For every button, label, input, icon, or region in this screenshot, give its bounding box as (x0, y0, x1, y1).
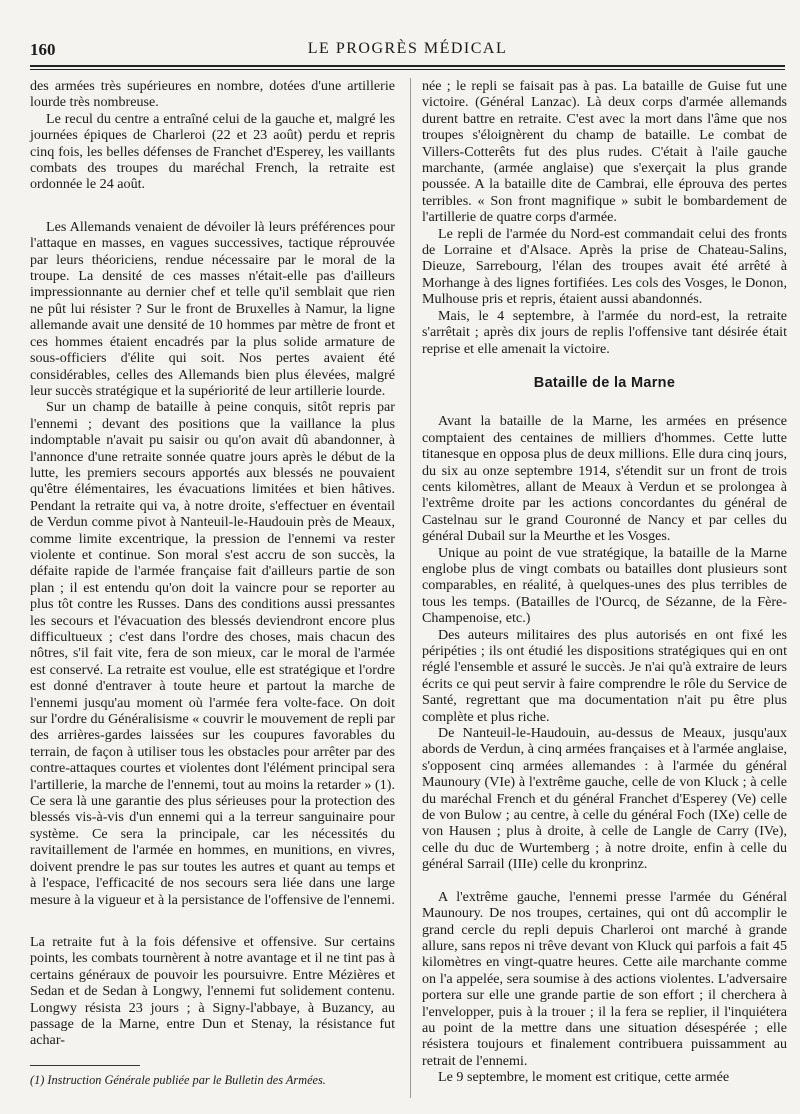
footnote: (1) Instruction Générale publiée par le Bulletin des Armées. (30, 1072, 326, 1087)
paragraph: des armées très supérieures en nombre, dotées d'une artillerie lourde très nombreuse. (30, 78, 395, 111)
paragraph: A l'extrême gauche, l'ennemi presse l'armée du Général Maunoury. De nos troupes, certaines, qui ont dû accomplir le grand cercle du repli depuis Charleroi ont marché à grande allure, sans repos ni trêve devant von Kluck qui parfois a fait 45 kilomètres en vingt-quatre heures. Cette aile marchante comme on l'a appelée, sera soumise à des actions violentes. L'adversaire portera sur elle une grande partie de son effort ; il cherchera à l'envelopper, puis à la trouer ; il la fera se replier, il l'inquiétera au point de la mettre dans une situation désespérée ; elle résistera toujours et finalement contribuera puissamment au retrait de l'ennemi. (422, 888, 787, 1069)
paragraph: Sur un champ de bataille à peine conquis, sitôt repris par l'ennemi ; devant des positions que la vaillance la plus indomptable n'avait pu saisir ou qu'on avait dû abandonner, à l'annonce d'une retraite sonnée quatre jours après le début de la lutte, les premiers secours apportés aux blessés ne pouvaient qu'être élémentaires, les évacuations limitées et bien hâtives. Pendant la retraite qui va, à notre droite, s'effectuer en éventail de Verdun comme pivot à Nanteuil-le-Haudouin près de Meaux, comme limite excentrique, la pression de l'ennemi va rester violente et continue. Son moral s'est accru de son succès, la défaite rapide de l'armée française fait d'ailleurs partie de son plan ; il est entendu qu'on doit la vaincre pour se reporter au plus tôt contre les Russes. Dans des conditions aussi pressantes les secours et l'évacuation des blessés deviendront encore plus difficultueux ; c'est dans l'ordre des choses, mais chacun des nôtres, s'il fait vite, fera de son mieux, car le moral de l'armée est conservé. La retraite est voulue, elle est stratégique et l'ordre est donné d'entraver à toute heure et partout la marche de l'ennemi jusqu'au moment où l'armée fera volte-face. On doit sur l'ordre du Généralisisme « couvrir le mouvement de repli par des arrières-gardes laissées sur les coupures favorables du terrain, de façon à utiliser tous les obstacles pour arrêter par des contre-attaques courtes et violentes dont l'élément principal sera l'artillerie, la marche de l'ennemi, tout au moins la retarder » (1). Ce sera là une garantie des plus sérieuses pour la protection des blessés vis-à-vis d'un ennemi qui a la terreur sanguinaire pour système. Ce sera la principale, car les nécessités du ravitaillement de l'armée en hommes, en munitions, en vivres, doivent prendre le pas sur toutes les autres et quant au temps et à l'espace, l'efficacité de nos secours sera liée dans une large mesure à la vigueur et à la persistance de l'offensive de l'ennemi. (30, 399, 395, 908)
column-divider (410, 78, 411, 1098)
section-title: Bataille de la Marne (533, 374, 676, 391)
paragraph: De Nanteuil-le-Haudouin, au-dessus de Meaux, jusqu'aux abords de Verdun, à cinq armées françaises et à l'armée anglaise, s'opposent cinq armées allemandes : à l'armée du général Maunoury (VIe) à l'extrême gauche, celle de von Kluck ; à celle du maréchal French et du général Franchet d'Esperey (Ve) celle de von Bulow ; au centre, à celle du général Foch (IXe) celle de von Hausen ; plus à droite, à celle de Langle de Carry (IVe), celle du duc de Wurtemberg ; à notre droite, enfin à celle du général Sarrail (IIIe) celle du kronprinz. (422, 725, 787, 873)
left-column (30, 78, 395, 1088)
paragraph: Avant la bataille de la Marne, les armées en présence comptaient des centaines de milliers d'hommes. Cette lutte titanesque en opposa plus de deux millions. Elle dura cinq jours, du six au onze septembre 1914, s'étendit sur un front de trois cents kilomètres, allant de Meaux à Verdun et se prolongea à l'extrême droite par les actions concordantes du général de Castelnau sur le grand Couronné de Nancy et par celles du général Dubail sur la Meurthe et les Vosges. (422, 413, 787, 545)
paragraph: La retraite fut à la fois défensive et offensive. Sur certains points, les combats tournèrent à notre avantage et il ne tint pas à certains généraux de pouvoir les poursuivre. Entre Mézières et Sedan et de Sedan à Longwy, l'ennemi fut solidement contenu. Longwy résista 23 jours ; à Signy-l'abbaye, à Buzancy, au passage de la Marne, entre Dun et Stenay, la résistance fut achar- (30, 933, 395, 1049)
paragraph: Des auteurs militaires des plus autorisés en ont fixé les péripéties ; ils ont étudié les dispositions stratégiques qui en ont réglé l'ensemble et assuré le succès. Je n'ai qu'à extraire de leurs écrits ce qui peut servir à faire comprendre le rôle du Service de Santé, regrettant que ma documentation n'ait pu être plus complète et plus riche. (422, 626, 787, 725)
paragraph: Le 9 septembre, le moment est critique, cette armée (438, 1069, 730, 1086)
journal-title: LE PROGRÈS MÉDICAL (307, 40, 508, 57)
paragraph: Le recul du centre a entraîné celui de la gauche et, malgré les journées épiques de Charleroi (22 et 23 août) perdu et repris cinq fois, les belles défenses de Franchet d'Esperey, les vaillants combats des troupes du maréchal French, la retraite est ordonnée le 24 août. (30, 110, 395, 193)
page-number: 160 (30, 40, 56, 59)
footnote-rule (30, 1065, 140, 1066)
paragraph: Les Allemands venaient de dévoiler là leurs préférences pour l'attaque en masses, en vagues successives, tactique réprouvée par leurs théoriciens, rendue nécessaire par le moral de la troupe. La densité de ces masses n'était-elle pas d'ailleurs impressionnante au dernier chef et telle qu'il semblait que rien ne pût lui résister ? Sur le front de Bruxelles à Namur, la ligne allemande avait une densité de 10 hommes par mètre de front et ces hommes étaient encadrés par la plus solide armature de sous-officiers d'élite qui soit. Nos pertes avaient été considérables, celles des Allemands bien plus élevées, malgré leur succès stratégique et la supériorité de leur artillerie lourde. (30, 218, 395, 399)
page-header (30, 40, 785, 62)
paragraph: née ; le repli se faisait pas à pas. La bataille de Guise fut une victoire. (Général Lanzac). Là deux corps d'armée allemands durent battre en retraite. C'est avec la mort dans l'âme que nos troupes s'éloignèrent du champ de bataille. Le combat de Villers-Cotterêts fut des plus rudes. C'était à l'aile gauche marchante, (armée anglaise) que s'exerçait la plus grande poussée. A la bataille dite de Cambrai, elle éprouva des pertes terribles. « Son front magnifique » subit le bombardement de l'artillerie de quatre corps d'armée. (422, 78, 787, 226)
header-rule-thin (30, 69, 785, 70)
paragraph: Unique au point de vue stratégique, la bataille de la Marne englobe plus de vingt combats ou batailles dont plusieurs sont comparables, en réalité, à quelques-unes des plus terribles de tous les temps. (Batailles de l'Ourcq, de Sézanne, de la Fère-Champenoise, etc.) (422, 544, 787, 627)
paragraph: Mais, le 4 septembre, à l'armée du nord-est, la retraite s'arrêtait ; après dix jours de replis l'offensive tant désirée était reprise et elle amenait la victoire. (422, 307, 787, 357)
right-column (422, 78, 787, 1086)
paragraph: Le repli de l'armée du Nord-est commandait celui des fronts de Lorraine et d'Alsace. Après la prise de Chateau-Salins, Dieuze, Sarrebourg, l'élan des troupes avait été arrêté à Morhange à des lignes fortifiées. Les cols des Vosges, le Donon, Mulhouse pris et repris, étaient aussi abandonnés. (422, 225, 787, 308)
header-rule-thick (30, 65, 785, 67)
